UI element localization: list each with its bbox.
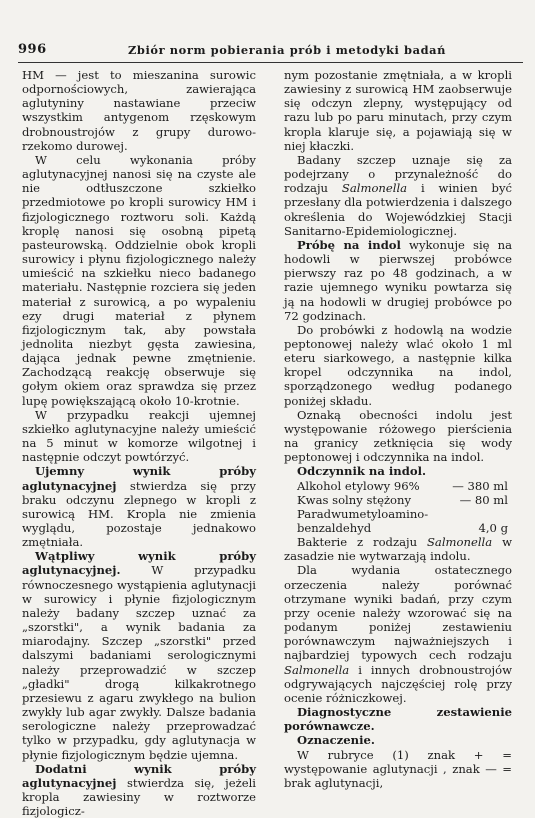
paragraph: HM — jest to mieszanina surowic odpornościowych, zawierająca aglutyniny nastawiane przeciw wszystkim antygenom rzęskowym drobnoustrojów z grupy durowo-rzekomo durowej. [22,68,256,153]
left-column [22,68,256,818]
text: w zasadzie nie wytwarzają indolu. [284,535,513,564]
section-heading: Diagnostyczne zestawienie porównawcze. [284,705,512,734]
running-title: Zbiór norm pobierania prób i metodyki badań [128,43,446,57]
reagent-amount: — 380 ml [452,478,508,493]
paragraph: W celu wykonania próby aglutynacyjnej nanosi się na czyste ale nie odtłuszczone szkiełko przedmiotowe po kropli surowicy HM i fizjologicznego roztworu soli. Każdą kroplę nanosi się osobną pipetą pasteurowską. Oddzielnie obok kropli surowicy i płynu fizjologicznego należy umieścić na szkiełku nieco badanego materiału. Następnie rozciera się jeden materiał z surowicą, a po wypaleniu ezy drugi materiał z płynem fizjologicznym tak, aby powstała jednolita niezbyt gęsta zawiesina, dająca jednak pewne zmętnienie. Zachodzącą reakcję obserwuje się gołym okiem oraz sprawdza się przez lupę powiększającą około 10-krotnie. [22,152,256,408]
reagent-amount: — 80 ml [459,492,508,507]
reagent-row [284,479,512,493]
paragraph [22,549,256,761]
right-column [284,68,512,790]
reagent-name: Kwas solny stężony [297,492,412,507]
reagent-name: Paradwumetyloamino- [297,506,429,521]
italic-term: Salmonella [341,181,408,196]
paragraph: Oznaką obecności indolu jest występowanie różowego pierścienia na granicy zetknięcia się wody peptonowej i odczynnika na indol. [284,407,512,465]
italic-term: Salmonella [284,662,350,677]
text: i innych drobnoustrojów odgrywających najczęściej rolę przy ocenie różniczkowej. [284,662,512,705]
reagent-row [284,521,512,535]
paragraph: W rubryce (1) znak + = występowanie aglutynacji , znak — = brak aglutynacji, [284,747,512,790]
text: wykonuje się na hodowli w pierwszej probówce pierwszy raz po 48 godzinach, a w razie ujemnego wyniku powtarza się ją na hodowli w drugiej probówce po 72 godzinach. [284,237,512,323]
italic-term: Salmonella [426,535,493,550]
reagent-amount: 4,0 g [478,521,508,535]
text: W przypadku równoczesnego wystąpienia aglutynacji w surowicy i płynie fizjologicznym należy badany szczep uznać za „szorstki", a wynik badania za miarodajny. Szczep „szorstki" przed dalszymi badaniami serologicznymi należy przeprowadzić w szczep „gładki" drogą kilkakrotnego przesiewu z agaru zwykłego na bulion zwykły lub agar zwykły. Dalsze badania serologiczne należy przeprowadzać tylko w przypadku, gdy aglutynacja w płynie fizjologicznym będzie ujemna. [22,563,256,762]
bold-term: Dodatni wynik próby aglutynacyjnej [22,761,256,790]
text: Dla wydania ostatecznego orzeczenia należy porównać otrzymane wyniki badań, przy czym przy ocenie należy wzorować się na podanym poniżej zestawieniu porównawczym najważniejszych i najbardziej typowych cech rodzaju [284,563,512,663]
paragraph [284,563,512,705]
reagent-name: Alkohol etylowy 96% [297,478,420,493]
reagent-row [284,493,512,507]
paragraph: nym pozostanie zmętniała, a w kropli zawiesiny z surowicą HM zaobserwuje się odczyn zlepny, występujący od razu lub po paru minutach, przy czym kropla klaruje się, a pojawiają się w niej kłaczki. [284,68,512,153]
bold-term: Próbę na indol [297,237,401,252]
reagent-row [284,507,512,521]
page-header [18,40,523,63]
paragraph: W przypadku reakcji ujemnej szkiełko aglutynacyjne należy umieścić na 5 minut w komorze wilgotnej i następnie odczyt powtórzyć. [22,407,256,465]
section-heading: Oznaczenie. [297,733,375,748]
text: Badany szczep uznaje się za podejrzany o przynależność do rodzaju [284,152,512,196]
page-number: 996 [18,42,47,57]
bold-term: Ujemny wynik próby aglutynacyjnej [22,464,256,493]
text: Bakterie z rodzaju [297,535,427,550]
paragraph [284,238,512,323]
paragraph: Do probówki z hodowlą na wodzie peptonowej należy wlać około 1 ml eteru siarkowego, a następnie kilka kropel odczynnika na indol, sporządzonego według podanego poniżej składu. [284,322,512,408]
text: i winien być przesłany dla potwierdzenia i dalszego określenia do Wojewódzkiej Stacji Sanitarno-Epidemiologicznej. [284,181,512,238]
paragraph [22,464,256,549]
reagent-title: Odczynnik na indol. [297,464,427,479]
text: stwierdza się, jeżeli kropla zawiesiny w roztworze fizjologicz- [22,775,256,818]
reagent-name: benzaldehyd [297,521,372,535]
text: stwierdza się przy braku odczynu zlepnego w kropli z surowicą HM. Kropla nie zmienia wyglądu, pozostaje jednakowo zmętniała. [22,478,256,550]
paragraph [284,535,512,563]
paragraph [22,762,256,818]
bold-term: Wątpliwy wynik próby aglutynacyjnej. [22,549,256,578]
paragraph [284,153,512,238]
